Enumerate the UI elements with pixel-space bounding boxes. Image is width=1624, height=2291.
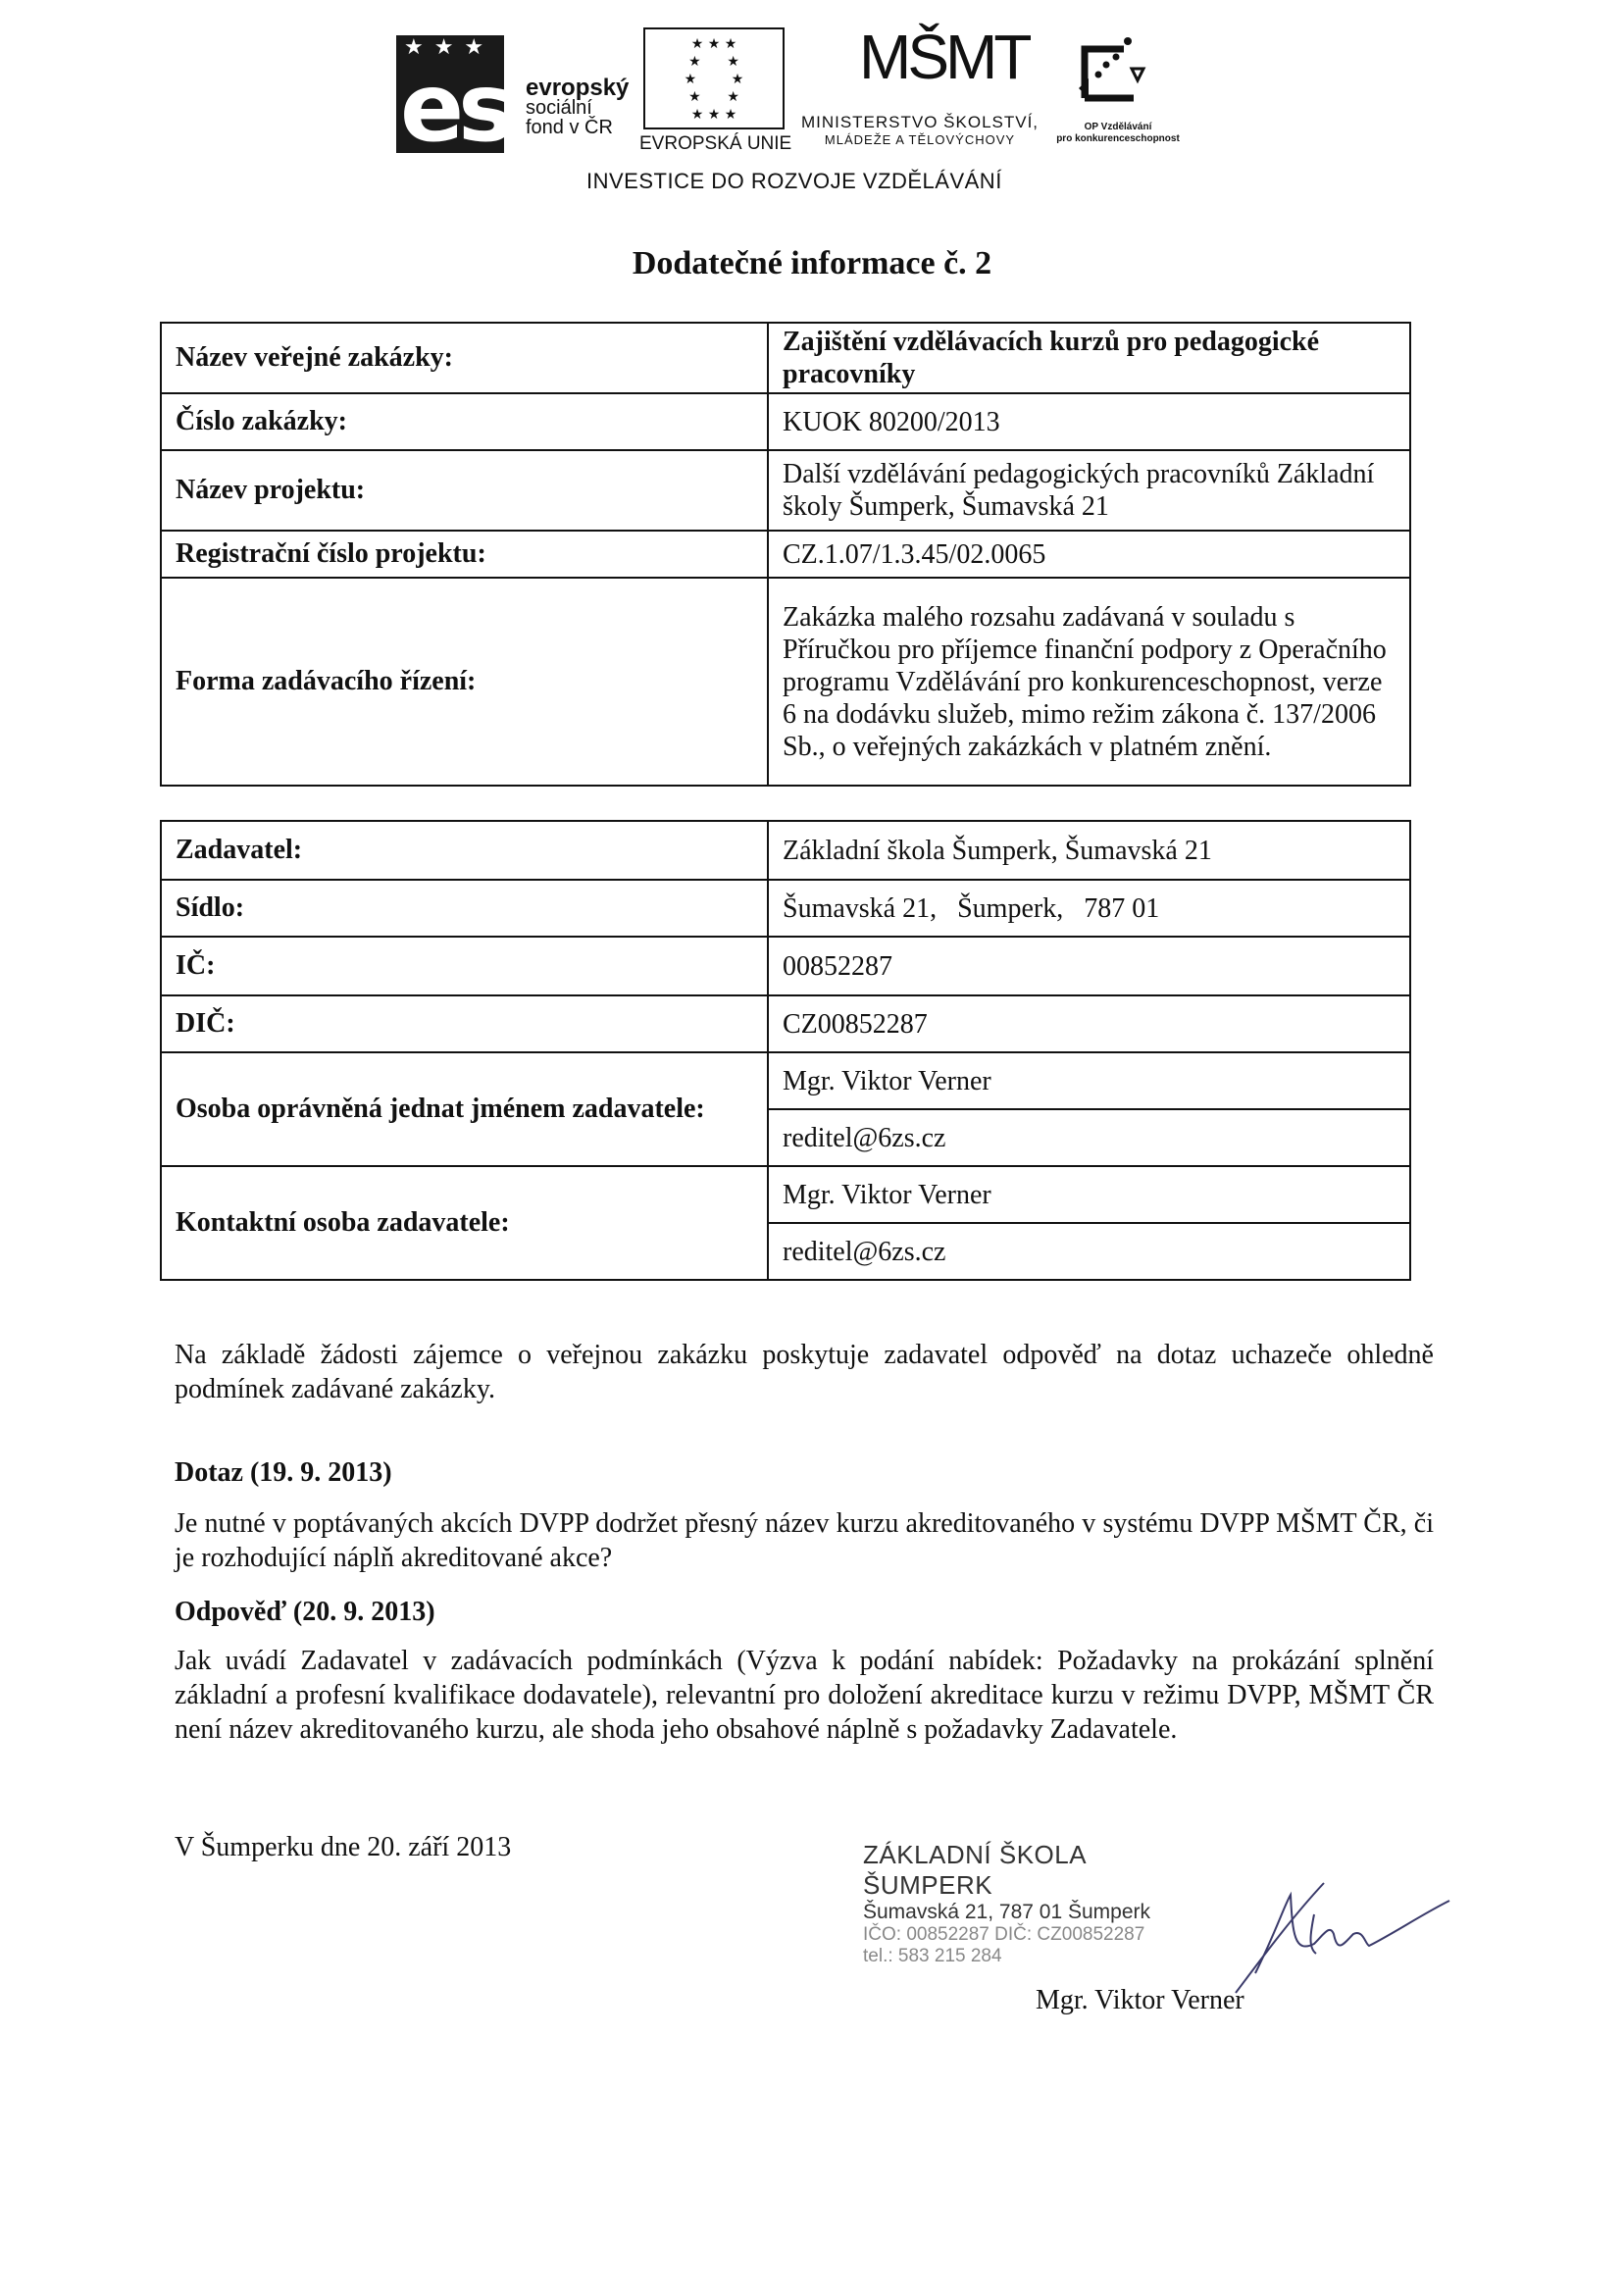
document-title: Dodatečné informace č. 2 [632, 245, 992, 281]
intro-paragraph: Na základě žádosti zájemce o veřejnou zakázku poskytuje zadavatel odpověď na dotaz uchazeče ohledně podmínek zadávané zakázky. [175, 1340, 1434, 1404]
school-stamp [863, 1840, 1177, 1967]
row-label: Osoba oprávněná jednat jménem zadavatele: [161, 1052, 768, 1166]
answer-heading: Odpověď (20. 9. 2013) [175, 1597, 435, 1627]
esf-logo-letters: esf [400, 53, 544, 163]
answer-text: Jak uvádí Zadavatel v zadávacích podmínkách (Výzva k podání nabídek: Požadavky na prokázání splnění základní a profesní kvalifikace dodavatele), relevantní pro doložení akreditace kurzu v režimu DVPP, MŠMT ČR není název akreditovaného kurzu, ale shoda jeho obsahové náplně s požadavky Zadavatele. [175, 1646, 1434, 1745]
table-row [161, 937, 1410, 995]
table-row [161, 323, 1410, 393]
op-logo-icon [1075, 29, 1153, 108]
signer-name: Mgr. Viktor Verner [1036, 1985, 1244, 2015]
row-value: Šumavská 21, Šumperk, 787 01 [768, 880, 1410, 937]
row-label: Název projektu: [161, 450, 768, 531]
esf-line-3: fond v ČR [526, 117, 613, 138]
row-value: Mgr. Viktor Verner [768, 1166, 1410, 1223]
row-value: Další vzdělávání pedagogických pracovníků Základní školy Šumperk, Šumavská 21 [768, 450, 1410, 531]
question-text: Je nutné v poptávaných akcích DVPP dodržet přesný název kurzu akreditovaného v systému DVPP MŠMT ČR, či je rozhodující náplň akreditované akce? [175, 1508, 1434, 1573]
row-label: DIČ: [161, 995, 768, 1052]
msmt-caption [792, 114, 1047, 149]
logo-tagline: INVESTICE DO ROZVOJE VZDĚLÁVÁNÍ [586, 169, 1002, 193]
eu-caption: EVROPSKÁ UNIE [639, 133, 792, 154]
op-line-2: pro konkurenceschopnost [1056, 133, 1180, 144]
msmt-logo-mark: MŠMT [859, 22, 1029, 92]
contracting-authority-table [160, 820, 1411, 1281]
row-label: Název veřejné zakázky: [161, 323, 768, 393]
table-row [161, 1166, 1410, 1223]
row-label: Kontaktní osoba zadavatele: [161, 1166, 768, 1280]
contract-info-table [160, 322, 1411, 787]
row-value: KUOK 80200/2013 [768, 393, 1410, 450]
msmt-line-2: MLÁDEŽE A TĚLOVÝCHOVY [824, 132, 1016, 147]
row-value: CZ.1.07/1.3.45/02.0065 [768, 531, 1410, 578]
row-label: Číslo zakázky: [161, 393, 768, 450]
row-label: Registrační číslo projektu: [161, 531, 768, 578]
stamp-line-3: IČO: 00852287 DIČ: CZ00852287 [863, 1924, 1145, 1945]
table-row [161, 880, 1410, 937]
table-row [161, 393, 1410, 450]
eu-star-circle-icon: ★ ★ ★ ★ ★ ★ ★ ★ ★ ★ ★ ★ [684, 36, 744, 123]
esf-line-2: sociální [526, 97, 592, 119]
stamp-line-4: tel.: 583 215 284 [863, 1946, 1002, 1966]
row-value: Základní škola Šumperk, Šumavská 21 [768, 821, 1410, 880]
table-row [161, 450, 1410, 531]
op-caption [1020, 122, 1216, 145]
table-row [161, 578, 1410, 786]
row-value: CZ00852287 [768, 995, 1410, 1052]
row-value: Zakázka malého rozsahu zadávaná v souladu s Příručkou pro příjemce finanční podpory z Operačního programu Vzdělávání pro konkurenceschopnost, verze 6 na dodávku služeb, mimo režim zákona č. 137/2006 Sb., o veřejných zakázkách v platném znění. [768, 578, 1410, 786]
row-label: Sídlo: [161, 880, 768, 937]
msmt-line-1: MINISTERSTVO ŠKOLSTVÍ, [800, 113, 1040, 131]
table-row [161, 531, 1410, 578]
row-value: reditel@6zs.cz [768, 1109, 1410, 1166]
place-date: V Šumperku dne 20. září 2013 [175, 1832, 512, 1862]
row-value: 00852287 [768, 937, 1410, 995]
row-label: Forma zadávacího řízení: [161, 578, 768, 786]
esf-logo-text [526, 75, 630, 138]
esf-stars-icon: ★ ★ ★ [404, 35, 486, 60]
esf-line-1: evropský [526, 75, 630, 101]
table-row [161, 995, 1410, 1052]
table-row [161, 1052, 1410, 1109]
row-value: Zajištění vzdělávacích kurzů pro pedagogické pracovníky [768, 323, 1410, 393]
handwritten-signature-icon [1196, 1875, 1451, 2003]
row-label: IČ: [161, 937, 768, 995]
op-line-1: OP Vzdělávání [1084, 122, 1152, 132]
table-row [161, 821, 1410, 880]
stamp-line-2: Šumavská 21, 787 01 Šumperk [863, 1901, 1150, 1923]
row-value: Mgr. Viktor Verner [768, 1052, 1410, 1109]
stamp-line-1: ZÁKLADNÍ ŠKOLA ŠUMPERK [863, 1840, 1086, 1900]
row-label: Zadavatel: [161, 821, 768, 880]
question-heading: Dotaz (19. 9. 2013) [175, 1457, 392, 1488]
row-value: reditel@6zs.cz [768, 1223, 1410, 1280]
